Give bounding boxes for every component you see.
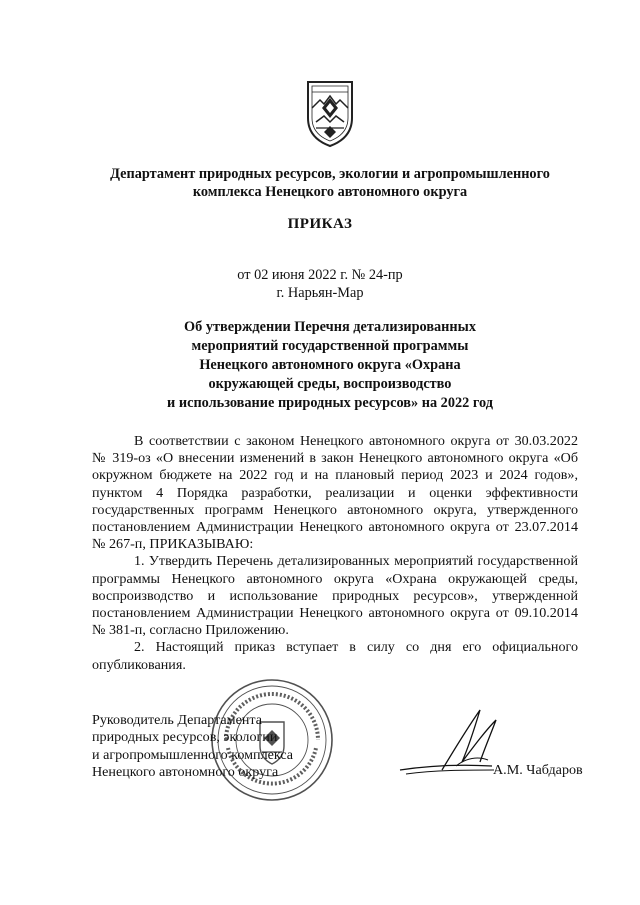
nao-coat-of-arms-icon	[302, 78, 358, 148]
title-line-1: Об утверждении Перечня детализированных	[184, 319, 476, 335]
signatory-name: А.М. Чабдаров	[493, 762, 583, 778]
city: г. Нарьян-Мар	[276, 285, 364, 301]
date-and-place	[0, 266, 640, 302]
position-line-4: Ненецкого автономного округа	[92, 764, 279, 781]
order-title	[110, 318, 550, 413]
preamble-paragraph: В соответствии с законом Ненецкого автономного округа от 30.03.2022 № 319-оз «О внесении изменений в закон Ненецкого автономного округа «Об окружном бюджете на 2022 год и на плановый период 2023 и 2024 годов», пунктом 4 Порядка разработки, реализации и оценки эффективности государственных программ Ненецкого автономного округа, утвержденного постановлением Администрации Ненецкого автономного округа от 23.07.2014 № 267-п, ПРИКАЗЫВАЮ:	[92, 433, 578, 553]
order-item-1: 1. Утвердить Перечень детализированных мероприятий государственной программы Ненецкого автономного округа «Охрана окружающей среды, воспроизводство и использование природных ресурсов», утвержденной постановлением Администрации Ненецкого автономного округа от 09.10.2014 № 381-п, согласно Приложению.	[92, 553, 578, 639]
signatory-position	[92, 712, 293, 782]
title-line-3: Ненецкого автономного округа «Охрана	[199, 357, 461, 373]
order-item-2: 2. Настоящий приказ вступает в силу со дня его официального опубликования.	[92, 639, 578, 673]
title-line-4: окружающей среды, воспроизводство	[208, 376, 452, 392]
department-name	[90, 165, 570, 201]
date-number: от 02 июня 2022 г. № 24-пр	[237, 267, 403, 283]
title-line-2: мероприятий государственной программы	[191, 338, 469, 354]
title-line-5: и использование природных ресурсов» на 2022 год	[167, 395, 493, 411]
position-line-2: природных ресурсов, экологии	[92, 729, 278, 746]
department-line-1: Департамент природных ресурсов, экологии и агропромышленного	[110, 166, 550, 182]
order-body	[92, 433, 578, 674]
position-line-1: Руководитель Департамента	[92, 712, 262, 728]
position-line-3: и агропромышленного комплекса	[92, 746, 294, 763]
department-line-2: комплекса Ненецкого автономного округа	[192, 184, 468, 200]
document-type: ПРИКАЗ	[287, 216, 353, 232]
